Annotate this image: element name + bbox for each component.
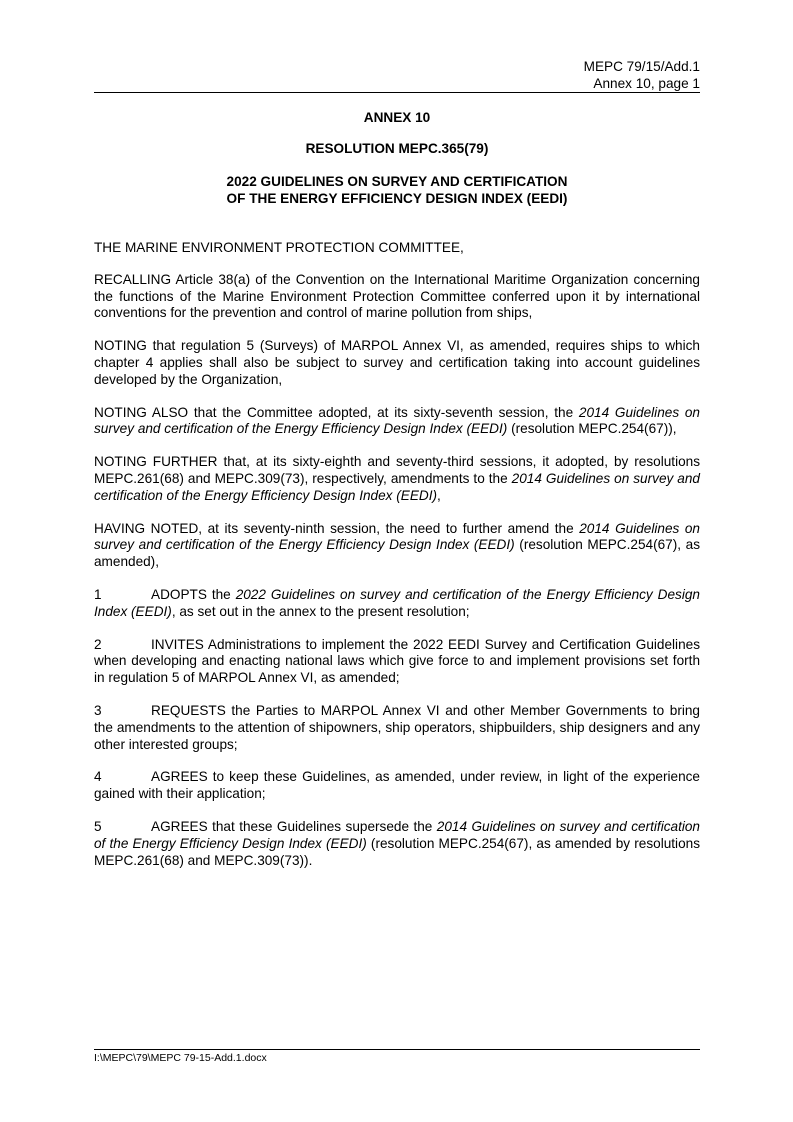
preamble-having-noted	[94, 521, 700, 571]
text-run: AGREES that these Guidelines supersede the	[151, 818, 437, 834]
paragraph-number: 1	[94, 586, 102, 602]
guidelines-title: 2014 Guidelines on survey and certification of the Energy Efficiency Design Index (EEDI)	[94, 470, 700, 503]
text-run: (resolution MEPC.254(67), as amended by resolutions MEPC.261(68) and MEPC.309(73)).	[94, 835, 700, 868]
preamble-recalling: RECALLING Article 38(a) of the Convention on the International Maritime Organization concerning the functions of the Marine Environment Protection Committee conferred upon it by international conventions for the prevention and control of marine pollution from ships,	[94, 271, 700, 321]
operative-paragraph-3	[94, 703, 700, 753]
subject-line-1: 2022 GUIDELINES ON SURVEY AND CERTIFICATION	[226, 174, 568, 189]
paragraph-number: 4	[94, 769, 102, 785]
text-run: (resolution MEPC.254(67), as amended),	[94, 537, 700, 570]
resolution-body	[94, 240, 700, 885]
text-run: HAVING NOTED, at its seventy-ninth session, the need to further amend the	[94, 520, 580, 536]
operative-paragraph-1	[94, 587, 700, 621]
page-reference: Annex 10, page 1	[593, 75, 700, 91]
footer-divider	[94, 1049, 700, 1050]
paragraph-number: 5	[94, 818, 102, 834]
text-run: INVITES Administrations to implement the 2022 EEDI Survey and Certification Guidelines when developing and enacting national laws which give force to and implement provisions set forth in regulation 5 of MARPOL Annex VI, as amended;	[94, 636, 700, 686]
resolution-subject	[94, 174, 700, 207]
text-run: ADOPTS the	[151, 586, 236, 602]
preamble-noting-also	[94, 405, 700, 439]
subject-line-2: OF THE ENERGY EFFICIENCY DESIGN INDEX (EEDI)	[226, 190, 568, 206]
paragraph-number: 2	[94, 636, 102, 652]
text-run: ,	[437, 487, 441, 503]
header-divider	[94, 92, 700, 93]
title-block	[94, 110, 700, 207]
document-symbol: MEPC 79/15/Add.1	[583, 59, 700, 74]
operative-paragraph-2	[94, 637, 700, 687]
text-run: (resolution MEPC.254(67)),	[507, 421, 677, 437]
guidelines-title: 2014 Guidelines on survey and certification of the Energy Efficiency Design Index (EEDI)	[94, 404, 700, 437]
text-run: REQUESTS the Parties to MARPOL Annex VI and other Member Governments to bring the amendments to the attention of shipowners, ship operators, shipbuilders, ship designers and any other interested groups;	[94, 702, 700, 752]
paragraph-number: 3	[94, 702, 102, 718]
footer-file-path: I:\MEPC\79\MEPC 79-15-Add.1.docx	[94, 1052, 267, 1064]
committee-heading: THE MARINE ENVIRONMENT PROTECTION COMMITTEE,	[94, 240, 464, 255]
resolution-title: RESOLUTION MEPC.365(79)	[305, 140, 489, 156]
text-run: NOTING ALSO that the Committee adopted, at its sixty-seventh session, the	[94, 404, 579, 420]
guidelines-title: 2014 Guidelines on survey and certification of the Energy Efficiency Design Index (EEDI)	[94, 818, 700, 851]
text-run: AGREES to keep these Guidelines, as amended, under review, in light of the experience gained with their application;	[94, 769, 700, 802]
operative-paragraph-5	[94, 819, 700, 869]
document-reference-header	[94, 59, 700, 92]
text-run: NOTING FURTHER that, at its sixty-eighth and seventy-third sessions, it adopted, by resolutions MEPC.261(68) and MEPC.309(73), respectively, amendments to the	[94, 454, 700, 486]
guidelines-title: 2014 Guidelines on survey and certification of the Energy Efficiency Design Index (EEDI)	[94, 520, 700, 553]
preamble-noting: NOTING that regulation 5 (Surveys) of MARPOL Annex VI, as amended, requires ships to which chapter 4 applies shall also be subject to survey and certification taking into account guidelines developed by the Organization,	[94, 338, 700, 387]
operative-paragraph-4	[94, 769, 700, 803]
text-run: , as set out in the annex to the present resolution;	[171, 603, 470, 619]
annex-title: ANNEX 10	[363, 110, 431, 125]
guidelines-title: 2022 Guidelines on survey and certification of the Energy Efficiency Design Index (EEDI)	[94, 586, 700, 619]
preamble-noting-further	[94, 454, 700, 504]
